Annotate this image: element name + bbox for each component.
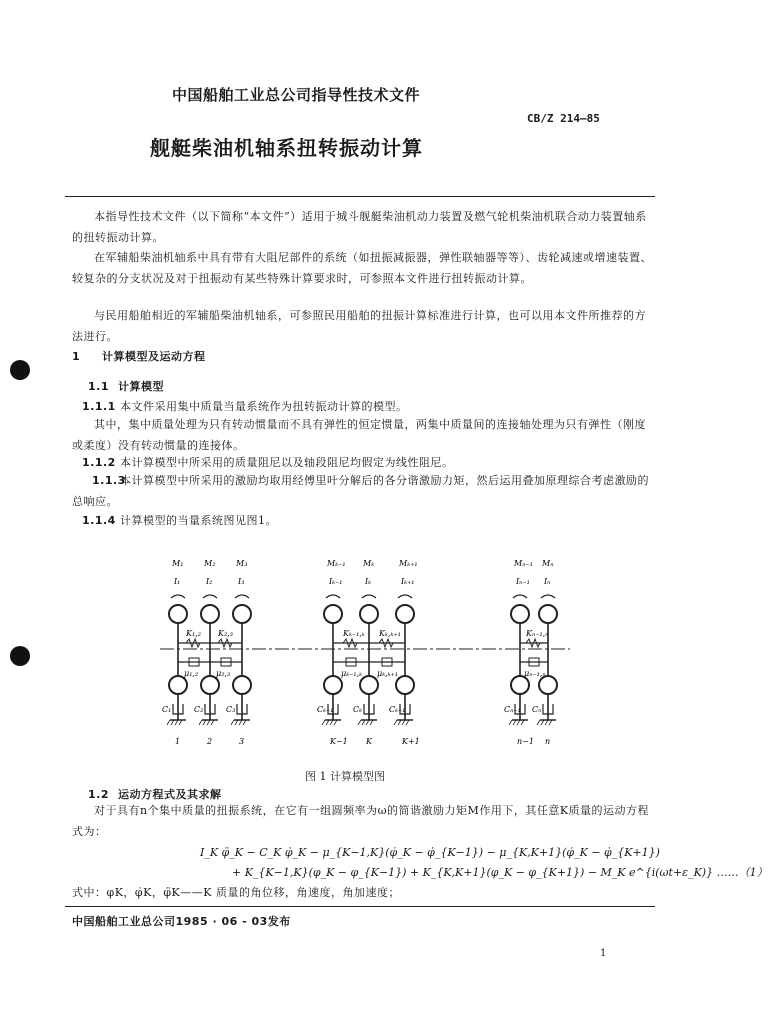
section-1-2-heading: 1.2 运动方程式及其求解 bbox=[88, 788, 222, 801]
inertia-disc-lower bbox=[511, 676, 529, 694]
mass-label: Mₙ bbox=[542, 559, 554, 568]
mass-index: n−1 bbox=[517, 737, 534, 746]
mass-label: Mₖ bbox=[363, 559, 375, 568]
mass-label: M₂ bbox=[204, 559, 216, 568]
ground-hatch bbox=[394, 720, 397, 725]
mass-index: 3 bbox=[239, 737, 245, 746]
org-doc-type: 中国船舶工业总公司指导性技术文件 bbox=[172, 86, 421, 104]
rotation-arrow bbox=[235, 595, 249, 598]
header-rule bbox=[65, 196, 655, 197]
inertia-label: I₂ bbox=[206, 577, 213, 586]
inertia-disc-lower bbox=[201, 676, 219, 694]
ground-hatch bbox=[358, 720, 361, 725]
damper-label: μₙ₋₁,ₙ bbox=[524, 669, 546, 678]
item-1-1-1: 1.1.1 本文件采用集中质量当量系统作为扭转振动计算的模型。 bbox=[82, 400, 408, 413]
absorber-label: C₂ bbox=[194, 705, 204, 714]
page-number: 1 bbox=[600, 948, 607, 959]
item-1-1-1-note: 其中，集中质量处理为只有转动惯量而不具有弹性的恒定惯量，两集中质量间的连接轴处理为只有弹性（刚度或柔度）没有转动惯量的连接体。 bbox=[72, 418, 646, 452]
mass-label: M₃ bbox=[236, 559, 248, 568]
rotation-arrow bbox=[541, 595, 555, 598]
rotation-arrow bbox=[362, 595, 376, 598]
rotation-arrow bbox=[171, 595, 185, 598]
rotation-arrow bbox=[513, 595, 527, 598]
mass-label: M₁ bbox=[172, 559, 184, 568]
inertia-label: I₁ bbox=[174, 577, 181, 586]
issue-statement: 中国船舶工业总公司1985 · 06 - 03发布 bbox=[72, 915, 291, 928]
ground-hatch bbox=[537, 720, 540, 725]
rotation-arrow bbox=[326, 595, 340, 598]
item-1-1-2: 1.1.2 本计算模型中所采用的质量阻尼以及轴段阻尼均假定为线性阻尼。 bbox=[82, 456, 454, 469]
damper-label: μ₁,₂ bbox=[184, 669, 199, 678]
inertia-label: Iₖ bbox=[365, 577, 372, 586]
inertia-disc-upper bbox=[169, 605, 187, 623]
spring-label: K₂,₃ bbox=[218, 629, 233, 638]
inertia-disc-lower bbox=[539, 676, 557, 694]
ground-hatch bbox=[322, 720, 325, 725]
rotation-arrow bbox=[398, 595, 412, 598]
equation-where: 式中：φK，φ̇K，φ̈K——K 质量的角位移，角速度，角加速度； bbox=[72, 886, 400, 899]
ground-hatch bbox=[167, 720, 170, 725]
binder-hole-top bbox=[10, 360, 30, 380]
mass-label: Mₖ₊₁ bbox=[399, 559, 418, 568]
inertia-disc-lower bbox=[169, 676, 187, 694]
inertia-disc-upper bbox=[324, 605, 342, 623]
mass-index: K bbox=[366, 737, 372, 746]
damper-label: μₖ,ₖ₊₁ bbox=[377, 669, 399, 678]
footer-rule bbox=[65, 906, 655, 907]
absorber-label: C₃ bbox=[226, 705, 236, 714]
intro-paragraph-2: 在军辅船柴油机轴系中具有带有大阻尼部件的系统（如扭振减振器，弹性联轴器等等）、齿轮减速或增速装置、较复杂的分支状况及对于扭振动有某些特殊计算要求时，可参照本文件进行扭转振动计算。 bbox=[72, 251, 652, 285]
inertia-disc-lower bbox=[360, 676, 378, 694]
ground-hatch bbox=[231, 720, 234, 725]
equation-line-1: I_K φ̈_K − C_K φ̇_K − μ_{K−1,K}(φ̇_K − φ̇_{K−1}) − μ_{K,K+1}(φ̇_K − φ̇_{K+1}) bbox=[200, 846, 660, 859]
damper-label: μₖ₋₁,ₖ bbox=[341, 669, 363, 678]
mass-label: Mₙ₋₁ bbox=[514, 559, 533, 568]
spring-label: Kₖ,ₖ₊₁ bbox=[379, 629, 401, 638]
mass-label: Mₖ₋₁ bbox=[327, 559, 346, 568]
inertia-disc-upper bbox=[511, 605, 529, 623]
inertia-disc-lower bbox=[324, 676, 342, 694]
absorber-label: Cₙ₋₁ bbox=[504, 705, 521, 714]
absorber-label: Cₖ₊₁ bbox=[389, 705, 406, 714]
mass-index: n bbox=[545, 737, 551, 746]
absorber-label: Cₖ bbox=[353, 705, 363, 714]
absorber-label: Cₖ₋₁ bbox=[317, 705, 334, 714]
mass-index: K+1 bbox=[402, 737, 420, 746]
rotation-arrow bbox=[203, 595, 217, 598]
mass-index: 1 bbox=[175, 737, 181, 746]
section-1-1-heading: 1.1 计算模型 bbox=[88, 380, 164, 393]
mass-index: K−1 bbox=[330, 737, 348, 746]
inertia-label: Iₙ bbox=[544, 577, 551, 586]
spring-label: Kₖ₋₁,ₖ bbox=[343, 629, 365, 638]
inertia-label: I₃ bbox=[238, 577, 245, 586]
inertia-label: Iₖ₊₁ bbox=[401, 577, 415, 586]
inertia-disc-lower bbox=[233, 676, 251, 694]
inertia-label: Iₙ₋₁ bbox=[516, 577, 530, 586]
inertia-disc-upper bbox=[396, 605, 414, 623]
inertia-label: Iₖ₋₁ bbox=[329, 577, 343, 586]
intro-paragraph-3: 与民用船舶相近的军辅船柴油机轴系，可参照民用船舶的扭振计算标准进行计算，也可以用本文件所推荐的方法进行。 bbox=[72, 309, 646, 343]
section-1-2-text: 对于具有n个集中质量的扭振系统，在它有一组圆频率为ω的简谐激励力矩M作用下，其任意K质量的运动方程式为： bbox=[72, 804, 650, 838]
absorber-label: Cₙ bbox=[532, 705, 542, 714]
equation-line-2: + K_{K−1,K}(φ_K − φ_{K−1}) + K_{K,K+1}(φ_K − φ_{K+1}) − M_K e^{i(ωt+ε_K)} ……（1） bbox=[232, 866, 768, 879]
ground-hatch bbox=[199, 720, 202, 725]
page-title: 舰艇柴油机轴系扭转振动计算 bbox=[150, 136, 423, 160]
absorber-label: C₁ bbox=[162, 705, 172, 714]
ground-hatch bbox=[509, 720, 512, 725]
inertia-disc-lower bbox=[396, 676, 414, 694]
item-1-1-3: 1.1.3本计算模型中所采用的激励均取用经傅里叶分解后的各分谐激励力矩，然后运用叠加原理综合考虑激励的总响应。 bbox=[72, 474, 649, 508]
figure-caption: 图 1 计算模型图 bbox=[305, 770, 385, 783]
spring-label: K₁,₂ bbox=[186, 629, 201, 638]
inertia-disc-upper bbox=[201, 605, 219, 623]
inertia-disc-upper bbox=[360, 605, 378, 623]
torsional-model-figure bbox=[0, 548, 705, 768]
spring-label: Kₙ₋₁,ₙ bbox=[526, 629, 549, 638]
damper-label: μ₂,₃ bbox=[216, 669, 231, 678]
intro-paragraph-1: 本指导性技术文件（以下简称“本文件”）适用于城斗舰艇柴油机动力装置及燃气轮机柴油机联合动力装置轴系的扭转振动计算。 bbox=[72, 210, 647, 244]
item-1-1-4: 1.1.4 计算模型的当量系统图见图1。 bbox=[82, 514, 277, 527]
mass-index: 2 bbox=[207, 737, 213, 746]
section-1-heading: 1 计算模型及运动方程 bbox=[72, 350, 206, 363]
inertia-disc-upper bbox=[539, 605, 557, 623]
inertia-disc-upper bbox=[233, 605, 251, 623]
standard-code: CB/Z 214—85 bbox=[527, 112, 600, 125]
